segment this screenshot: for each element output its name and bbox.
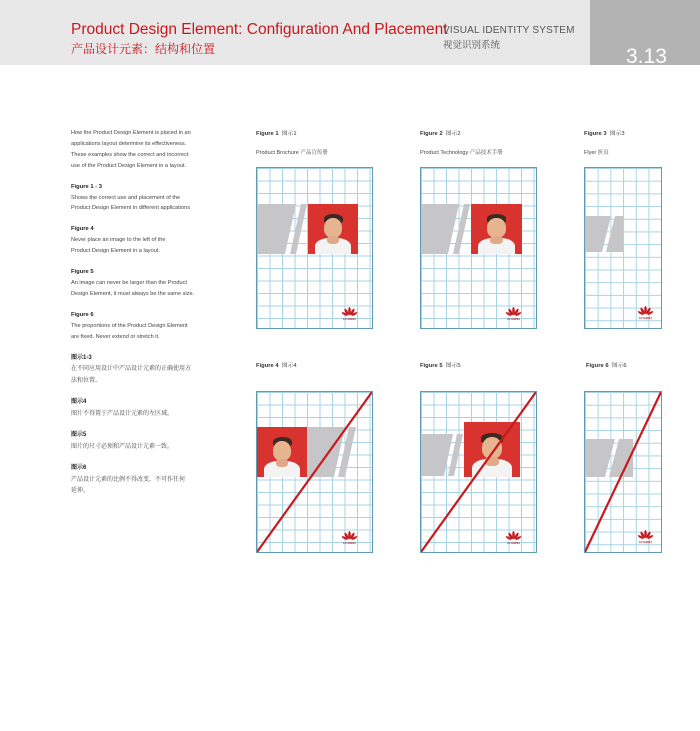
fig13-text: Shows the correct use and placement of the: [71, 194, 181, 201]
figure-4-label: Figure 4 图示4: [256, 363, 297, 369]
cn6-text: 延伸。: [71, 488, 90, 494]
cn13-text: 在不同应用设计中产品设计元素的正确使用方: [71, 366, 192, 372]
cn6-text: 产品设计元素的比例不得改变，不可作任何: [71, 476, 186, 483]
page-number: 3.13: [626, 45, 667, 68]
cn4-heading: 图示4: [71, 399, 87, 405]
figure-1-caption: Product Brochure 产品宣传册: [256, 150, 328, 156]
figure-1-label: Figure 1 图示1: [256, 131, 297, 137]
huawei-logo: [505, 307, 522, 321]
fig5-text: An image can never be larger than the Product: [71, 279, 187, 286]
description-column: [71, 128, 211, 498]
figure-3-caption: Flyer 折页: [584, 150, 609, 156]
photo: [308, 204, 358, 254]
incorrect-strike-line: [257, 392, 372, 552]
figure-5-layout: [420, 391, 537, 553]
logo-text: HUAWEI: [639, 316, 652, 320]
figure-3-layout: [584, 167, 662, 329]
figure-1-layout: [256, 167, 373, 329]
intro-line: use of the Product Design Element in a layout.: [71, 162, 187, 169]
huawei-logo: [637, 306, 654, 320]
fig5-heading: Figure 5: [71, 269, 94, 276]
fig13-text: Product Design Element in different applications: [71, 205, 190, 212]
cn13-text: 法和位置。: [71, 377, 102, 384]
logo-text: HUAWEI: [639, 540, 652, 544]
cn5-heading: 图示5: [71, 432, 87, 438]
intro-line: applications layout determine its effectiveness.: [71, 140, 187, 147]
fig4-text: Never place an image to the left of the: [71, 237, 166, 244]
intro-line: How the Product Design Element is placed in an: [71, 130, 191, 136]
page-title: Product Design Element: Configuration And Placement: [71, 21, 448, 38]
logo-text: HUAWEI: [507, 317, 520, 321]
figure-2-label: Figure 2 图示2: [420, 131, 461, 137]
fig13-heading: Figure 1 - 3: [71, 183, 102, 190]
section-name: VISUAL IDENTITY SYSTEM: [443, 25, 575, 36]
cn5-text: 图片的尺寸必须和产品设计元素一致。: [71, 443, 174, 450]
fig4-text: Product Design Element in a layout.: [71, 248, 160, 255]
incorrect-strike-line: [585, 392, 661, 552]
fig6-text: are fixed. Never extend or stretch it.: [71, 333, 160, 340]
figure-4-layout: [256, 391, 373, 553]
fig6-heading: Figure 6: [71, 311, 94, 318]
huawei-logo: [341, 307, 358, 321]
cn6-heading: 图示6: [71, 465, 87, 471]
design-element-shape: [585, 168, 661, 328]
logo-text: HUAWEI: [343, 541, 356, 545]
figure-6-layout: [584, 391, 662, 553]
intro-line: These examples show the correct and incorrect: [71, 151, 189, 158]
incorrect-strike-line: [421, 392, 536, 552]
logo-text: HUAWEI: [343, 317, 356, 321]
cn13-heading: 图示1-3: [71, 354, 92, 361]
figure-6-label: Figure 6 图示6: [586, 363, 627, 369]
figure-2-caption: Product Technology 产品技术手册: [420, 150, 503, 156]
fig5-text: Design Element, it must always be the same size.: [71, 290, 195, 297]
photo: [471, 204, 522, 254]
figure-3-label: Figure 3 图示3: [584, 131, 625, 137]
section-name-cn: 视觉识别系统: [443, 40, 501, 51]
fig4-heading: Figure 4: [71, 226, 94, 233]
figure-2-layout: [420, 167, 537, 329]
figure-5-label: Figure 5 图示5: [420, 363, 461, 369]
cn4-text: 图片不得置于产品设计元素的左区域。: [71, 410, 174, 417]
page-title-cn: 产品设计元素：结构和位置: [71, 42, 216, 56]
fig6-text: The proportions of the Product Design Element: [71, 322, 188, 329]
logo-text: HUAWEI: [507, 541, 520, 545]
